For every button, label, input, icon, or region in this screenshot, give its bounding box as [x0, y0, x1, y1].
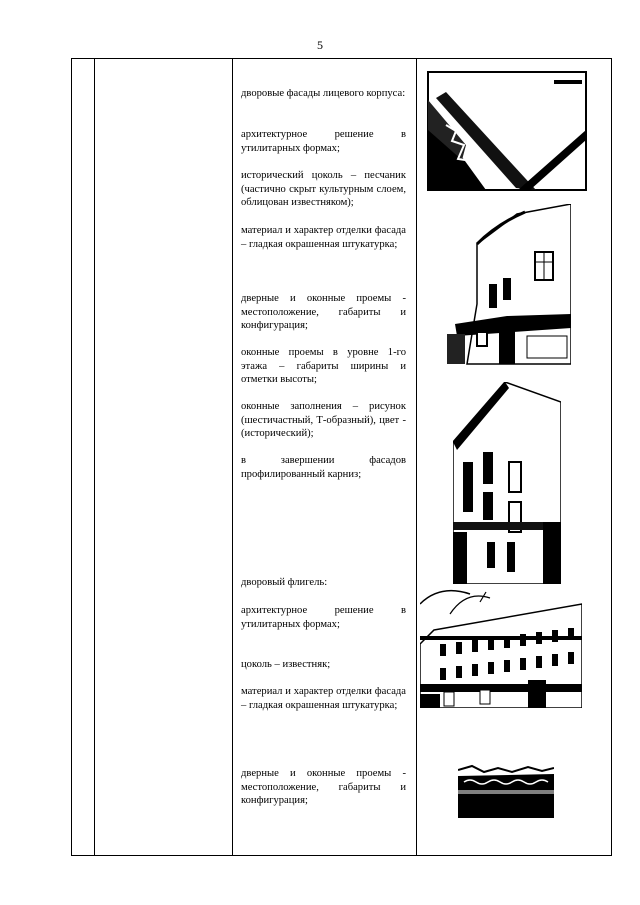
column-divider-3: [416, 59, 417, 855]
courtyard-wing-item-1: архитектурное решение в утилитарных формах;: [241, 605, 406, 630]
photo-facade-cornice: [426, 70, 588, 192]
photo-courtyard-facade-1: [447, 204, 571, 368]
courtyard-facades-item-1: архитектурное решение в утилитарных формах;: [241, 129, 406, 154]
column-divider-2: [232, 59, 233, 855]
courtyard-facades-item-5: оконные проемы в уровне 1-го этажа – габариты ширины и отметки высоты;: [241, 347, 406, 386]
courtyard-facades-item-7: в завершении фасадов профилированный карниз;: [241, 455, 406, 480]
courtyard-facades-item-4: дверные и оконные проемы - местоположение, габариты и конфигурация;: [241, 293, 406, 332]
photo-wing-detail: [458, 762, 554, 818]
courtyard-facades-item-2: исторический цоколь – песчаник (частично скрыт культурным слоем, облицован известняком);: [241, 170, 406, 209]
courtyard-wing-item-4: дверные и оконные проемы - местоположение, габариты и конфигурация;: [241, 768, 406, 807]
photo-courtyard-wing: [420, 584, 582, 708]
page-number: 5: [317, 38, 323, 52]
courtyard-facades-item-6: оконные заполнения – рисунок (шестичастный, Т-образный), цвет - (исторический);: [241, 401, 406, 440]
photo-courtyard-facade-2: [453, 382, 561, 584]
courtyard-wing-heading: дворовый флигель:: [241, 577, 328, 588]
courtyard-wing-item-3: материал и характер отделки фасада – гладкая окрашенная штукатурка;: [241, 686, 406, 711]
courtyard-facades-item-3: материал и характер отделки фасада – гладкая окрашенная штукатурка;: [241, 225, 406, 250]
courtyard-wing-item-2: цоколь – известняк;: [241, 659, 331, 670]
courtyard-facades-heading: дворовые фасады лицевого корпуса:: [241, 88, 406, 99]
column-divider-1: [94, 59, 95, 855]
